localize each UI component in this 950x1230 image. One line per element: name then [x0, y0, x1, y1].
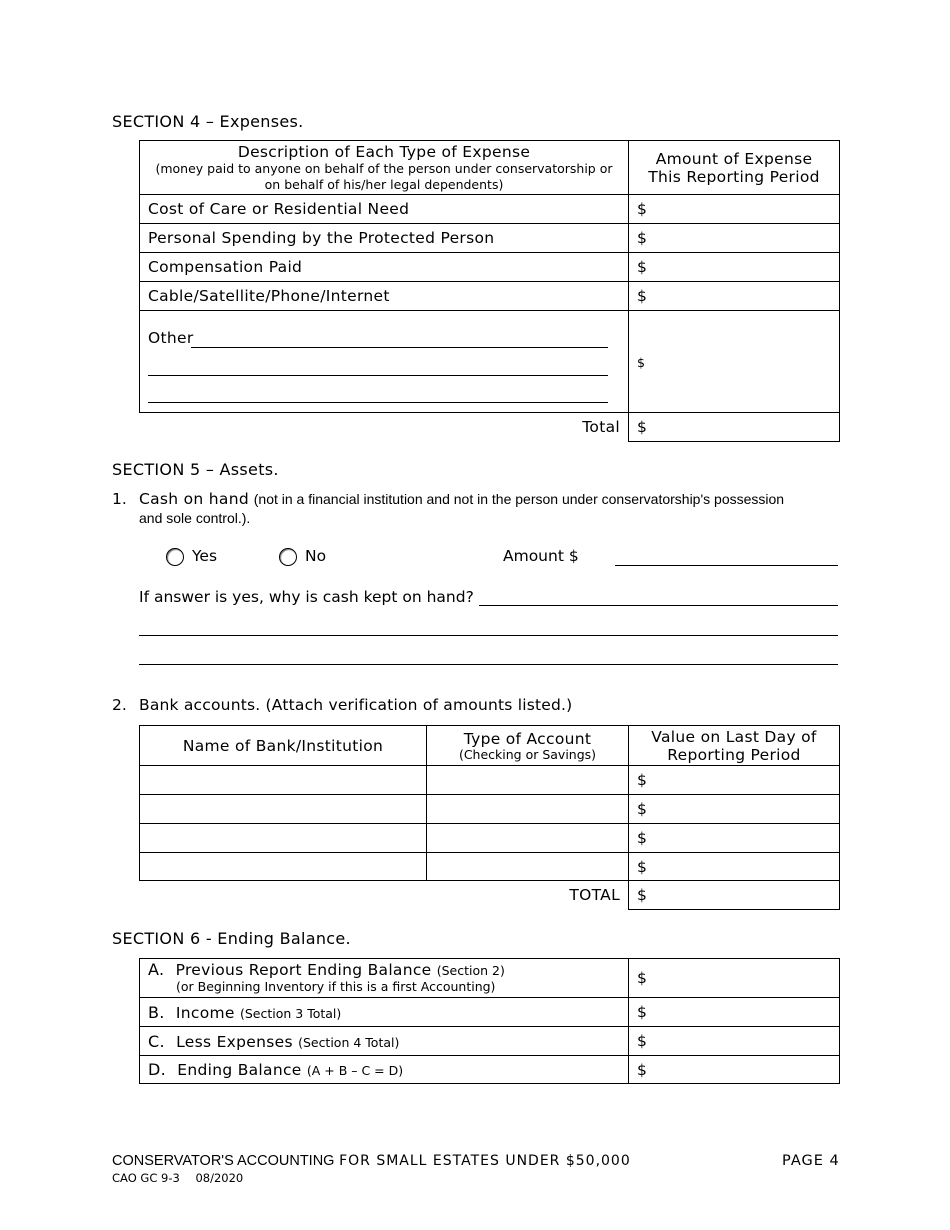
bank-total-field[interactable] [629, 881, 840, 910]
expense-amount-field[interactable] [629, 195, 840, 224]
section6-title: SECTION 6 - Ending Balance. [112, 929, 351, 948]
balance-row-label: Ending Balance [177, 1061, 302, 1079]
balance-row-letter: B. [148, 1002, 165, 1022]
footer-form-date: 08/2020 [195, 1171, 244, 1185]
balance-row-note: (Section 4 Total) [298, 1034, 400, 1050]
section5-title: SECTION 5 – Assets. [112, 460, 279, 479]
balance-row-note: (Section 2) [436, 962, 505, 978]
cash-amount-label: Amount $ [503, 547, 579, 565]
balance-row-label: Income [175, 1003, 235, 1022]
cash-item-number: 1. [112, 490, 127, 508]
account-type-field[interactable] [427, 853, 629, 881]
expense-other-label: Other [148, 329, 194, 347]
currency-sign: $ [637, 287, 648, 305]
expense-amount-field[interactable] [629, 224, 840, 253]
cash-why-line-3[interactable] [139, 664, 838, 665]
expense-description-header [140, 141, 629, 195]
balance-row-b [140, 998, 629, 1027]
cash-item-label: Cash on hand [139, 490, 249, 508]
footer-form-code-text: CAO GC 9-3 [112, 1171, 180, 1185]
bank-item-number: 2. [112, 696, 127, 714]
footer-title [112, 1153, 631, 1169]
cash-why-line-2[interactable] [139, 635, 838, 636]
currency-sign: $ [637, 1003, 648, 1021]
cash-why-label: If answer is yes, why is cash kept on hand? [139, 588, 474, 606]
expense-row-label: Compensation Paid [140, 253, 629, 282]
cash-yes-label: Yes [192, 547, 218, 565]
footer-page-number: PAGE 4 [782, 1153, 840, 1169]
expense-row-label: Personal Spending by the Protected Person [140, 224, 629, 253]
cash-item-note: (not in a financial institution and not in the person under conservatorship's possession and sole control.). [139, 491, 785, 526]
expense-row-label: Cost of Care or Residential Need [140, 195, 629, 224]
currency-sign: $ [637, 229, 648, 247]
currency-sign: $ [637, 800, 648, 818]
balance-row-note: (A + B – C = D) [306, 1063, 404, 1078]
expense-row-label: Cable/Satellite/Phone/Internet [140, 282, 629, 311]
bank-name-field[interactable] [140, 853, 427, 881]
other-description-line-3[interactable] [148, 402, 608, 403]
expenses-table [139, 140, 840, 442]
currency-sign: $ [637, 1032, 648, 1050]
balance-row-note: (Section 3 Total) [239, 1005, 342, 1021]
currency-sign: $ [637, 418, 648, 436]
account-value-field[interactable] [629, 766, 840, 795]
balance-amount-field[interactable] [629, 998, 840, 1027]
balance-row-label: Less Expenses [176, 1032, 293, 1051]
other-description-line-1[interactable] [191, 347, 608, 348]
currency-sign: $ [637, 258, 648, 276]
currency-sign: $ [637, 969, 648, 987]
other-description-line-2[interactable] [148, 375, 608, 376]
balance-amount-field[interactable] [629, 1056, 840, 1084]
expense-amount-field[interactable] [629, 311, 840, 413]
currency-sign: $ [637, 771, 648, 789]
balance-row-label: Previous Report Ending Balance [175, 960, 432, 979]
bank-name-field[interactable] [140, 795, 427, 824]
ending-balance-table [139, 958, 840, 1084]
cash-why-line-1[interactable] [479, 605, 838, 606]
bank-accounts-table [139, 725, 840, 910]
expense-total-field[interactable] [629, 413, 840, 442]
balance-row-sub: (or Beginning Inventory if this is a first Accounting) [176, 978, 496, 994]
footer-form-code [112, 1171, 243, 1185]
account-value-field[interactable] [629, 795, 840, 824]
balance-row-letter: A. [148, 959, 165, 979]
currency-sign: $ [637, 829, 648, 847]
expense-description-header-note: (money paid to anyone on behalf of the person under conservatorship or on behalf of his/her legal dependents) [155, 160, 613, 192]
balance-row-letter: C. [148, 1031, 165, 1051]
footer-title-main: CONSERVATOR'S ACCOUNTING [112, 1153, 335, 1169]
expense-amount-field[interactable] [629, 282, 840, 311]
currency-sign: $ [637, 354, 645, 370]
bank-name-header: Name of Bank/Institution [140, 726, 427, 766]
bank-item-label: Bank accounts. (Attach verification of amounts listed.) [139, 696, 573, 714]
expense-amount-field[interactable] [629, 253, 840, 282]
expense-total-label: Total [582, 418, 620, 437]
cash-item-text [139, 490, 789, 528]
currency-sign: $ [637, 857, 648, 876]
bank-total-label: TOTAL [569, 886, 620, 905]
balance-row-a [140, 959, 629, 998]
expense-amount-header: Amount of Expense This Reporting Period [629, 141, 840, 195]
cash-yes-radio[interactable] [166, 548, 184, 566]
account-type-field[interactable] [427, 766, 629, 795]
balance-amount-field[interactable] [629, 1027, 840, 1056]
balance-row-letter: D. [148, 1060, 167, 1079]
cash-no-radio[interactable] [279, 548, 297, 566]
cash-no-label: No [305, 547, 327, 565]
section4-title: SECTION 4 – Expenses. [112, 112, 304, 131]
account-type-field[interactable] [427, 795, 629, 824]
account-value-field[interactable] [629, 824, 840, 853]
balance-row-d [140, 1056, 629, 1084]
account-type-field[interactable] [427, 824, 629, 853]
currency-sign: $ [637, 200, 648, 218]
expense-description-header-label: Description of Each Type of Expense [237, 142, 531, 161]
account-value-field[interactable] [629, 853, 840, 881]
account-type-header [427, 726, 629, 766]
bank-name-field[interactable] [140, 766, 427, 795]
balance-amount-field[interactable] [629, 959, 840, 998]
cash-amount-line[interactable] [615, 565, 838, 566]
currency-sign: $ [637, 1060, 648, 1079]
account-type-header-label: Type of Account [463, 729, 592, 748]
currency-sign: $ [637, 886, 648, 904]
account-value-header: Value on Last Day of Reporting Period [629, 726, 840, 766]
bank-name-field[interactable] [140, 824, 427, 853]
balance-row-c [140, 1027, 629, 1056]
expense-other-cell [140, 311, 629, 413]
account-type-header-note: (Checking or Savings) [458, 746, 597, 762]
footer-title-rest: FOR SMALL ESTATES UNDER $50,000 [339, 1153, 631, 1169]
